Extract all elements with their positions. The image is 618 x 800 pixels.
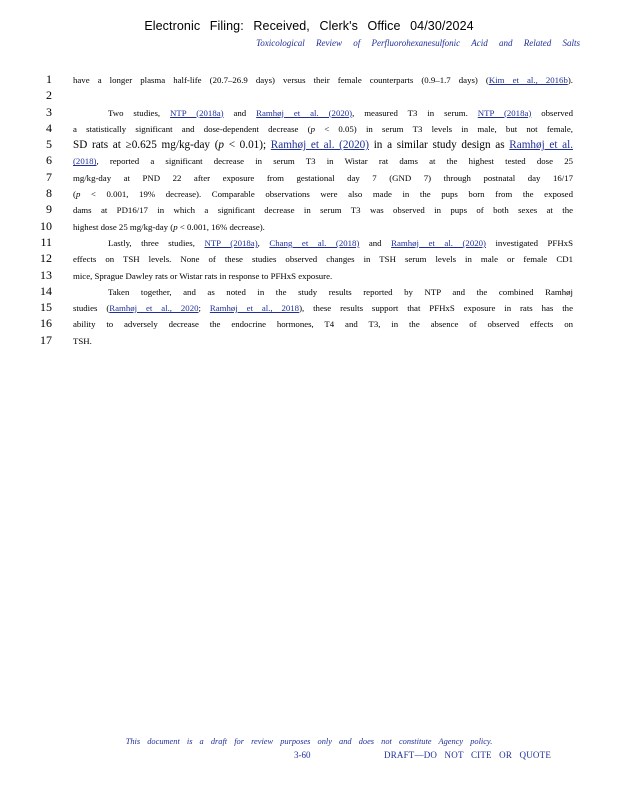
draft-notice: DRAFT—DO NOT CITE OR QUOTE [384,750,552,760]
citation-link[interactable]: Chang et al. (2018) [269,237,360,248]
citation-link[interactable]: NTP (2018a) [477,107,532,118]
line-text [73,138,573,152]
document-line [0,137,618,153]
line-text [73,187,573,201]
document-line [0,72,618,88]
line-number: 11 [40,234,52,249]
italic-variable: p [310,123,315,134]
text-run: < 0.001, 16% decrease). [177,221,265,232]
document-line [0,268,618,284]
text-run: and [359,237,392,248]
italic-variable: p [75,189,81,200]
document-line [0,251,618,267]
text-run: and [223,107,257,118]
filing-stamp: Electronic Filing: Received, Clerk's Office 04/30/2024 [144,19,474,33]
line-text [73,301,573,315]
document-line [0,219,618,235]
document-line [0,121,618,137]
citation-link[interactable]: Ramhøj et al. (2020) [391,237,486,248]
text-run: effects on TSH levels. None of these studies observed changes in TSH serum levels in male or female CD1 [73,254,573,265]
italic-variable: p [218,139,225,152]
line-text [108,106,573,120]
document-line [0,316,618,332]
document-line [0,170,618,186]
italic-variable: p [173,221,178,232]
text-run: Taken together, and as noted in the study results reported by NTP and the combined Ramhøj [108,286,573,297]
document-body [0,72,618,349]
text-run: , measured T3 in serum. [352,107,478,118]
citation-link[interactable]: Ramhøj et al., 2018 [209,303,300,314]
line-number: 6 [46,153,52,168]
text-run: Two studies, [108,107,170,118]
text-run: mice, Sprague Dawley rats or Wistar rats in response to PFHxS exposure. [73,270,333,281]
text-run: ( [73,189,76,200]
line-number: 1 [46,72,52,86]
line-number: 9 [46,202,52,217]
document-line [0,202,618,218]
line-number: 8 [46,186,52,201]
running-title: Toxicological Review of Perfluorohexanesulfonic Acid and Related Salts [256,38,580,48]
citation-link[interactable]: (2018) [73,156,97,167]
line-text [73,73,573,87]
line-number: 13 [40,267,52,282]
citation-link[interactable]: NTP (2018a) [169,107,224,118]
text-run: ; [198,303,210,314]
line-number: 16 [40,316,52,331]
citation-link[interactable]: Ramhøj et al. (2020) [270,139,370,152]
line-text [73,203,573,217]
line-number: 17 [40,332,52,347]
citation-link[interactable]: Kim et al., 2016b [488,75,568,85]
line-text [73,154,573,168]
citation-link[interactable]: Ramhøj et al., 2020 [109,303,199,314]
line-text [73,334,573,348]
line-number: 2 [46,88,52,103]
text-run: have a longer plasma half-life (20.7–26.9 days) versus their female counterparts (0.9–1.7 days) ( [73,75,489,85]
text-run: < 0.05) in serum T3 levels in male, but not female, [314,123,573,134]
line-text [73,252,573,266]
draft-disclaimer: This document is a draft for review purposes only and does not constitute Agency policy. [125,737,493,746]
line-number: 14 [40,283,52,298]
line-text [73,122,573,136]
line-number: 3 [46,104,52,119]
line-number: 4 [46,120,52,135]
text-run: a statistically significant and dose-dependent decrease ( [73,123,311,134]
line-text [108,285,573,299]
line-text [108,236,573,250]
text-run: investigated PFHxS [485,237,573,248]
text-run: observed [531,107,573,118]
text-run: < 0.001, 19% decrease). Comparable observations were also made in the pups born from the exposed [80,189,573,200]
line-number: 15 [40,300,52,315]
line-text [73,220,573,234]
document-line [0,300,618,316]
text-run: ability to adversely decrease the endocrine hormones, T4 and T3, in the absence of observed effects on [73,319,573,330]
text-run: < 0.01); [224,139,271,152]
document-line [0,235,618,251]
text-run: Lastly, three studies, [108,237,205,248]
document-line [0,333,618,349]
document-line [0,186,618,202]
page-number: 3-60 [294,750,311,760]
text-run: ). [567,75,573,85]
line-text [73,317,573,331]
citation-link[interactable]: Ramhøj et al. (2020) [256,107,353,118]
line-number: 7 [46,169,52,184]
text-run: mg/kg-day at PND 22 after exposure from gestational day 7 (GND 7) through postnatal day 16/17 [73,172,573,183]
line-text [73,171,573,185]
line-number: 10 [40,218,52,233]
text-run: dams at PD16/17 in which a significant decrease in serum T3 was observed in pups of both sexes at the [73,205,573,216]
document-line [0,284,618,300]
text-run: , [257,237,270,248]
citation-link[interactable]: Ramhøj et al. [509,139,573,152]
text-run: ), these results support that PFHxS exposure in rats has the [299,303,573,314]
citation-link[interactable]: NTP (2018a) [204,237,258,248]
text-run: in a similar study design as [369,139,510,152]
text-run: SD rats at ≥0.625 mg/kg-day ( [73,139,219,152]
line-number: 12 [40,251,52,266]
document-line [0,105,618,121]
document-line [0,153,618,169]
document-line [0,88,618,104]
text-run: highest dose 25 mg/kg-day ( [73,221,174,232]
line-number: 5 [46,137,52,152]
text-run: TSH. [73,335,92,346]
line-text [73,269,573,283]
text-run: , reported a significant decrease in serum T3 in Wistar rat dams at the highest tested dose 25 [96,156,573,167]
text-run: studies ( [73,303,110,314]
